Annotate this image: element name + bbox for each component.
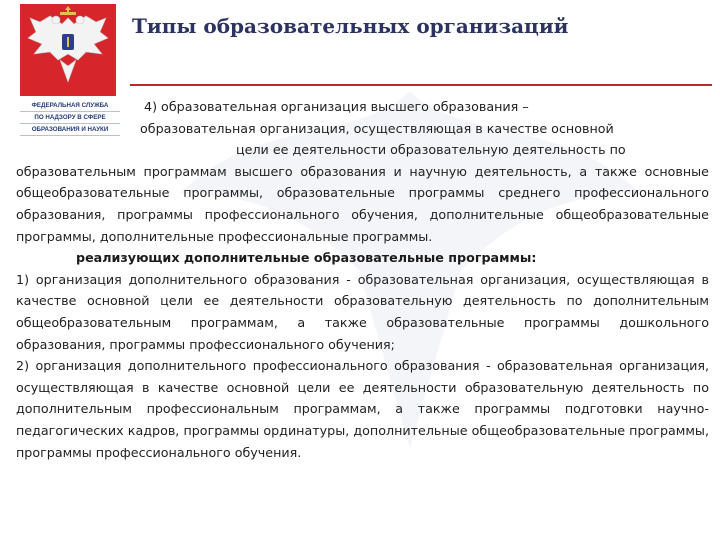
agency-emblem xyxy=(20,4,116,96)
section-heading: реализующих дополнительные образовательные программы: xyxy=(76,250,537,266)
header-divider xyxy=(130,84,712,86)
page-title: Типы образовательных организаций xyxy=(132,14,569,38)
double-headed-eagle-emblem-icon xyxy=(20,4,116,96)
list-item-2: 2) организация дополнительного профессионального образования - образовательная организация, осуществляющая в качестве основной цели ее деятельности образовательную деятельность по дополнительным профессиональным программам, а также программы подготовки научно-педагогических кадров, программы ординатуры, дополнительные общеобразовательные программы, программы профессионального обучения. xyxy=(16,358,709,460)
intro-paragraph: образовательным программам высшего образования и научную деятельность, а также основные общеобразовательные программы, образовательные программы среднего профессионального образования, программы профессионального обучения, дополнительные общеобразовательные программы, дополнительные профессиональные программы. xyxy=(16,163,709,244)
agency-name-line-3: ОБРАЗОВАНИЯ И НАУКИ xyxy=(20,124,120,136)
agency-name-line-2: ПО НАДЗОРУ В СФЕРЕ xyxy=(20,112,120,124)
intro-line-2: образовательная организация, осуществляющая в качестве основной xyxy=(140,120,614,136)
list-item-1: 1) организация дополнительного образования - образовательная организация, осуществляющая в качестве основной цели ее деятельности образовательную деятельность по дополнительным общеобразовательным программам, а также образовательные программы дошкольного образования, программы профессионального обучения; xyxy=(16,271,709,352)
agency-name-line-1: ФЕДЕРАЛЬНАЯ СЛУЖБА xyxy=(20,100,120,112)
document-body xyxy=(16,96,709,463)
intro-line-3: цели ее деятельности образовательную деятельность по xyxy=(236,142,626,158)
intro-line-1: 4) образовательная организация высшего образования – xyxy=(144,99,529,114)
